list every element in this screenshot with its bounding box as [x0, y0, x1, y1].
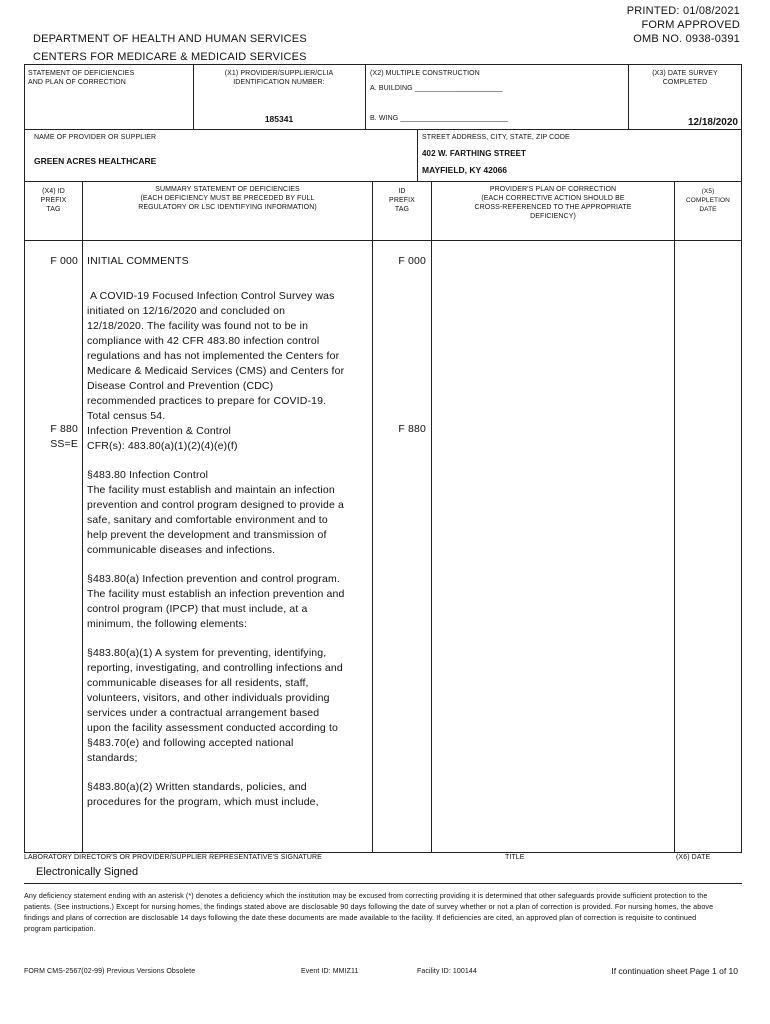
plan-col-divider [674, 181, 675, 852]
facility-id: Facility ID: 100144 [417, 968, 477, 975]
section-a2: §483.80(a)(2) Written standards, policies, and procedures for the program, which must include, [87, 781, 319, 808]
initial-comments-heading: INITIAL COMMENTS [87, 255, 189, 267]
x4-header: (X4) ID PREFIX TAG [40, 188, 67, 213]
tag-f880-right: F 880 [398, 423, 426, 435]
street-address: 402 W. FARTHING STREET [422, 149, 526, 158]
x3-label: (X3) DATE SURVEY COMPLETED [652, 70, 718, 86]
title-label: TITLE [505, 854, 525, 861]
right-border [741, 64, 742, 852]
section-a1: §483.80(a)(1) A system for preventing, identifying, reporting, investigating, and controlling infections and communicable diseases for all residents, staff, volunteers, visitors, and other individuals providing services under a contractual arrangement based upon the facility assessment conducted according to §483.70(e) and following accepted national standards; [87, 647, 343, 764]
x2-divider [365, 64, 366, 129]
deficiency-text [87, 289, 345, 824]
section-infection-control-heading: §483.80 Infection Control [87, 469, 209, 481]
box-provider-bottom [24, 181, 742, 182]
agency-line: CENTERS FOR MEDICARE & MEDICAID SERVICES [33, 51, 307, 63]
x4-col-divider [82, 181, 83, 852]
form-approved: FORM APPROVED [641, 19, 740, 31]
printed-date: PRINTED: 01/08/2021 [626, 5, 740, 17]
summary-header: SUMMARY STATEMENT OF DEFICIENCIES (EACH DEFICIENCY MUST BE PRECEDED BY FULL REGULATORY OR LSC IDENTIFYING INFORMATION) [138, 186, 317, 211]
summary-col-divider [372, 181, 373, 852]
f880-cfr: CFR(s): 483.80(a)(1)(2)(4)(e)(f) [87, 440, 238, 452]
provider-name: GREEN ACRES HEALTHCARE [34, 156, 157, 166]
box-mid-border [24, 129, 742, 130]
survey-completed-date: 12/18/2020 [687, 117, 738, 128]
survey-summary: A COVID-19 Focused Infection Control Survey was initiated on 12/16/2020 and concluded on 12/18/2020. The facility was found not to be in compliance with 42 CFR 483.80 infection control regulations and has not implemented the Centers for Medicare & Medicaid Services (CMS) and Centers for Disease Control and Prevention (CDC) recommended practices to prepare for COVID-19. Total census 54. [87, 290, 345, 422]
tag-f000-right: F 000 [398, 255, 426, 267]
x1-label: (X1) PROVIDER/SUPPLIER/CLIA IDENTIFICATION NUMBER: [224, 70, 334, 86]
disclaimer: Any deficiency statement ending with an asterisk (*) denotes a deficiency which the institution may be excused from correcting providing it is determined that other safeguards provide sufficient protection to the patients. (See instructions.) Except for nursing homes, the findings stated above are disclosable 90 days following the date of survey whether or not a plan of correction is provided. For nursing homes, the above findings and plans of correction are disclosable 14 days following the date these documents are made available to the facility. If deficiencies are cited, an approved plan of correction is requisite to continued program participation. [24, 891, 714, 933]
f880-title: Infection Prevention & Control [87, 425, 231, 437]
date-label: (X6) DATE [676, 854, 711, 861]
left-border [24, 64, 25, 852]
section-ipcp: The facility must establish an infection prevention and control program (IPCP) that must include, at a minimum, the following elements: [87, 588, 345, 630]
x1-divider [193, 64, 194, 129]
department-line: DEPARTMENT OF HEALTH AND HUMAN SERVICES [33, 33, 307, 45]
x3-divider [628, 64, 629, 129]
city-state-zip: MAYFIELD, KY 42066 [422, 165, 508, 175]
signature-label: LABORATORY DIRECTOR'S OR PROVIDER/SUPPLIER REPRESENTATIVE'S SIGNATURE [24, 854, 322, 861]
tag-f000: F 000 [50, 255, 78, 267]
provider-id-number: 185341 [264, 114, 294, 124]
address-label: STREET ADDRESS, CITY, STATE, ZIP CODE [422, 134, 570, 141]
tag-f880: F 880 [50, 423, 78, 435]
form-id: FORM CMS-2567(02-99) Previous Versions Obsolete [24, 968, 196, 975]
section-ipcp-heading: §483.80(a) Infection prevention and control program. [87, 573, 340, 585]
scope-severity: SS=E [50, 438, 78, 450]
omb-number: OMB NO. 0938-0391 [633, 33, 740, 45]
section-infection-control: The facility must establish and maintain an infection prevention and control program designed to provide a safe, sanitary and comfortable environment and to help prevent the development and transmission of communicable diseases and infections. [87, 484, 345, 556]
id-header: ID PREFIX TAG [389, 188, 415, 213]
signature-value: Electronically Signed [36, 866, 139, 878]
statement-label: STATEMENT OF DEFICIENCIES AND PLAN OF CORRECTION [28, 70, 135, 86]
box-top-border [24, 64, 742, 65]
event-id: Event ID: MMIZ11 [301, 968, 359, 975]
plan-header: PROVIDER'S PLAN OF CORRECTION (EACH CORRECTIVE ACTION SHOULD BE CROSS-REFERENCED TO THE APPROPRIATE DEFICIENCY) [474, 186, 632, 220]
provider-label: NAME OF PROVIDER OR SUPPLIER [34, 134, 157, 141]
building-field: A. BUILDING ______________________ [370, 85, 503, 92]
id-col-divider [431, 181, 432, 852]
page-number: If continuation sheet Page 1 of 10 [611, 966, 738, 976]
column-header-bottom [24, 240, 742, 241]
x5-header: (X5) COMPLETION DATE [686, 188, 730, 213]
wing-field: B. WING ___________________________ [370, 115, 509, 122]
x2-label: (X2) MULTIPLE CONSTRUCTION [370, 70, 480, 77]
signature-bottom-border [24, 883, 742, 884]
address-divider [417, 129, 418, 181]
